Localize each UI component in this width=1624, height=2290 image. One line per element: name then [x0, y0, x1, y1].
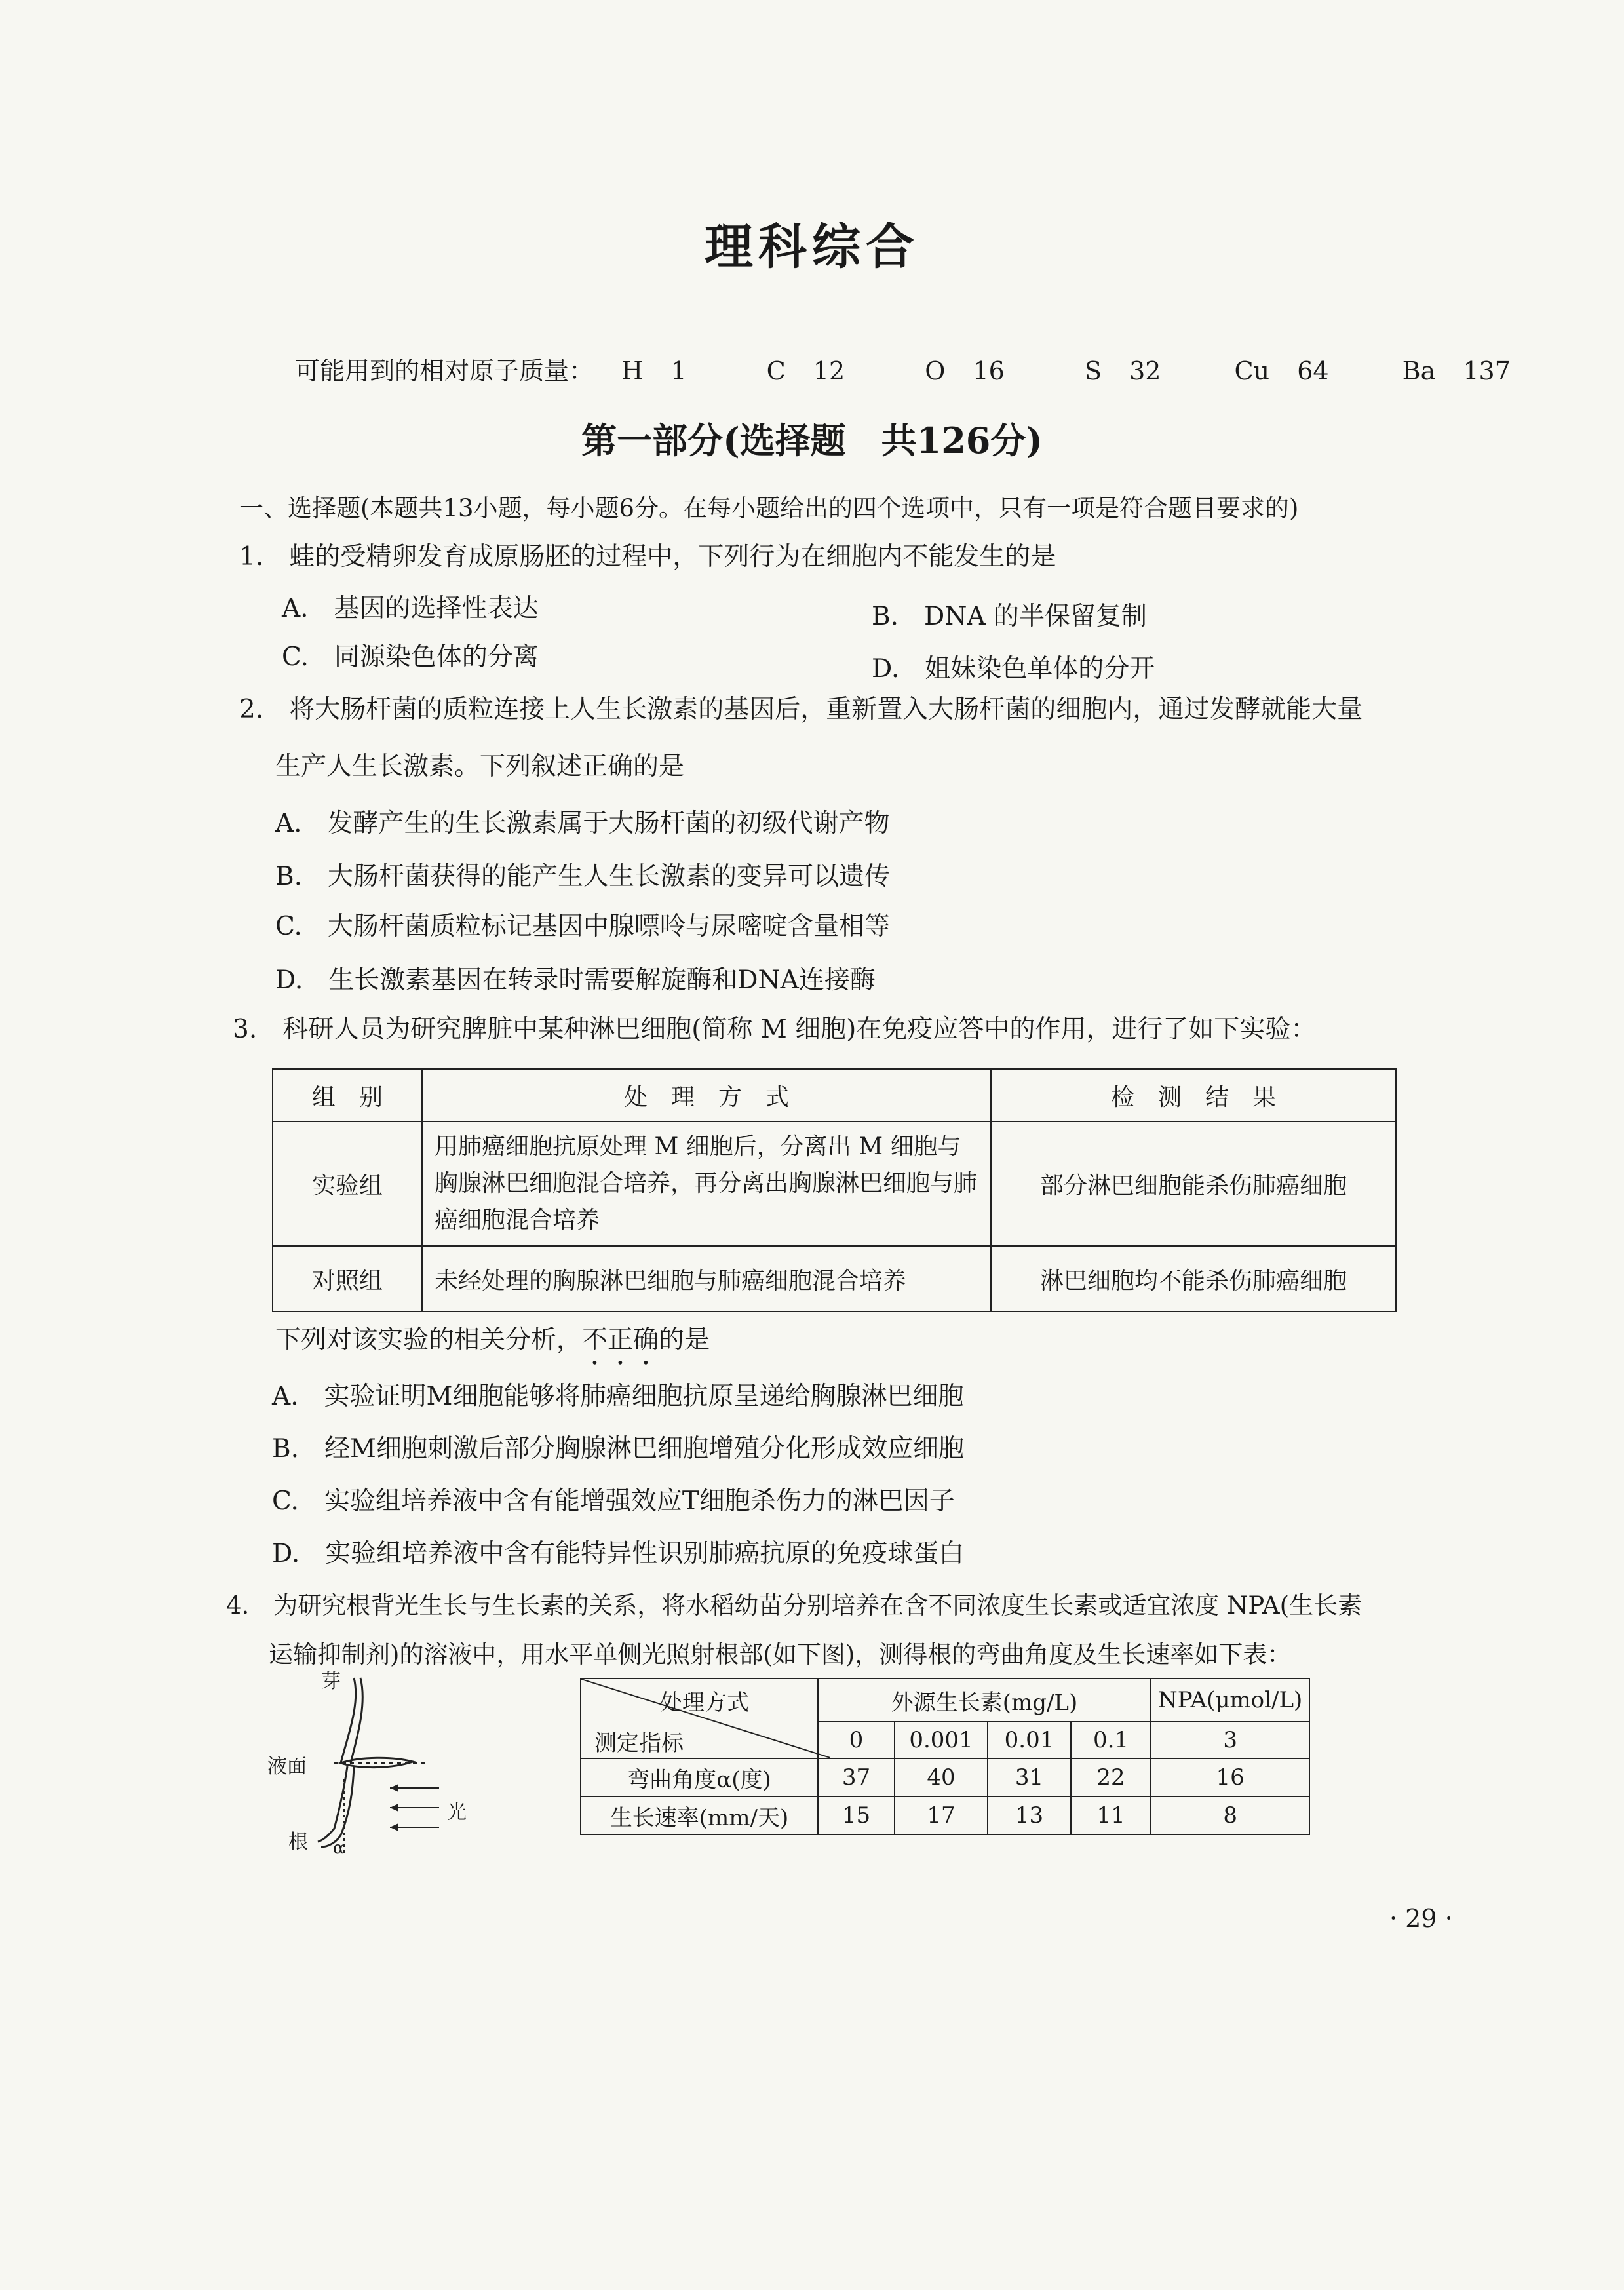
q3-ask-suffix: 的是 — [659, 1325, 710, 1355]
q4-row-angle — [581, 1758, 1309, 1796]
q4-header-index: 测定指标 — [594, 1730, 684, 1756]
q4-npa-conc: 3 — [1151, 1722, 1309, 1758]
q3-table-ctl-row — [273, 1246, 1396, 1311]
q3-option-d: D. 实验组培养液中含有能特异性识别肺癌抗原的免疫球蛋白 — [272, 1539, 965, 1568]
q4-header-auxin: 外源生长素(mg/L) — [818, 1679, 1151, 1722]
q3-ask-prefix: 下列对该实验的相关分析， — [275, 1325, 583, 1355]
q3-ask-emphasis: 不正确 — [582, 1325, 659, 1355]
q1-stem: 1. 蛙的受精卵发育成原肠胚的过程中，下列行为在细胞内不能发生的是 — [239, 542, 1056, 572]
q3-table-exp-row — [273, 1121, 1396, 1246]
q4-stem-line2: 运输抑制剂)的溶液中，用水平单侧光照射根部(如下图)，测得根的弯曲角度及生长速率如下表： — [269, 1640, 1292, 1669]
mass-h-el: H — [621, 357, 644, 385]
section-intro: 一、选择题(本题共13小题，每小题6分。在每小题给出的四个选项中，只有一项是符合题目要求的) — [239, 494, 1299, 522]
q4-rate-npa: 8 — [1151, 1796, 1309, 1834]
q4-seedling-figure — [262, 1665, 498, 1861]
q1-option-b: B. DNA 的半保留复制 — [872, 602, 1148, 631]
q3-header-result: 检 测 结 果 — [991, 1069, 1396, 1121]
masses-label: 可能用到的相对原子质量： — [295, 357, 594, 385]
q1-option-d: D. 姐妹染色单体的分开 — [872, 654, 1155, 684]
q4-header-method: 处理方式 — [660, 1690, 749, 1716]
q4-rate-1: 17 — [895, 1796, 988, 1834]
q3-ctl-group: 对照组 — [273, 1246, 422, 1311]
mass-s-el: S — [1084, 357, 1102, 385]
fig-label-liquid: 液面 — [267, 1755, 307, 1778]
q4-conc-2: 0.01 — [988, 1722, 1071, 1758]
mass-c-el: C — [766, 357, 786, 385]
q3-stem: 3. 科研人员为研究脾脏中某种淋巴细胞(简称 M 细胞)在免疫应答中的作用，进行了如下实验： — [233, 1015, 1317, 1044]
mass-ba-el: Ba — [1402, 357, 1436, 385]
q4-table-wrap — [580, 1678, 1310, 1835]
q3-table-wrap — [272, 1068, 1397, 1312]
q4-rate-0: 15 — [818, 1796, 895, 1834]
q3-option-a: A. 实验证明M细胞能够将肺癌细胞抗原呈递给胸腺淋巴细胞 — [272, 1382, 964, 1411]
mass-o-val: 16 — [973, 357, 1005, 385]
q4-angle-0: 37 — [818, 1758, 895, 1796]
page-title: 理科综合 — [705, 219, 919, 275]
mass-cu-el: Cu — [1234, 357, 1270, 385]
q4-rate-2: 13 — [988, 1796, 1071, 1834]
part-heading: 第一部分(选择题 共126分) — [581, 419, 1043, 461]
q2-option-d: D. 生长激素基因在转录时需要解旋酶和DNA连接酶 — [275, 965, 876, 995]
q3-exp-result: 部分淋巴细胞能杀伤肺癌细胞 — [991, 1121, 1396, 1246]
q3-ctl-method: 未经处理的胸腺淋巴细胞与肺癌细胞混合培养 — [422, 1246, 991, 1311]
mass-ba-val: 137 — [1463, 357, 1511, 385]
q1-option-c: C. 同源染色体的分离 — [282, 642, 539, 672]
q3-experiment-table — [272, 1068, 1397, 1312]
q4-data-table — [580, 1678, 1310, 1835]
mass-h-val: 1 — [670, 357, 687, 385]
q4-diagonal-header — [581, 1679, 818, 1758]
q4-conc-1: 0.001 — [895, 1722, 988, 1758]
q3-ctl-result: 淋巴细胞均不能杀伤肺癌细胞 — [991, 1246, 1396, 1311]
q4-row-rate — [581, 1796, 1309, 1834]
page-number: · 29 · — [1389, 1904, 1453, 1933]
fig-label-root: 根 — [288, 1831, 308, 1853]
q4-row-rate-label: 生长速率(mm/天) — [581, 1796, 818, 1834]
q4-stem-line1: 4. 为研究根背光生长与生长素的关系，将水稻幼苗分别培养在含不同浓度生长素或适宜浓度 NPA(生长素 — [226, 1591, 1363, 1620]
q3-header-method: 处 理 方 式 — [422, 1069, 991, 1121]
q4-header-row-1 — [581, 1679, 1309, 1722]
q2-stem-line2: 生产人生长激素。下列叙述正确的是 — [275, 752, 685, 781]
q2-option-a: A. 发酵产生的生长激素属于大肠杆菌的初级代谢产物 — [275, 809, 890, 838]
mass-c-val: 12 — [813, 357, 845, 385]
q4-row-angle-label: 弯曲角度α(度) — [581, 1758, 818, 1796]
q4-conc-0: 0 — [818, 1722, 895, 1758]
atomic-masses — [295, 351, 1511, 387]
fig-label-light: 光 — [447, 1801, 467, 1824]
mass-o-el: O — [925, 357, 946, 385]
q2-option-c: C. 大肠杆菌质粒标记基因中腺嘌呤与尿嘧啶含量相等 — [275, 912, 890, 941]
q3-ask — [275, 1314, 710, 1370]
mass-s-val: 32 — [1129, 357, 1161, 385]
fig-label-bud: 芽 — [321, 1670, 341, 1693]
q2-option-b: B. 大肠杆菌获得的能产生人生长激素的变异可以遗传 — [275, 862, 891, 891]
mass-cu-val: 64 — [1297, 357, 1329, 385]
q3-table-header-row — [273, 1069, 1396, 1121]
q3-option-c: C. 实验组培养液中含有能增强效应T细胞杀伤力的淋巴因子 — [272, 1486, 955, 1516]
q4-conc-3: 0.1 — [1071, 1722, 1151, 1758]
q4-rate-3: 11 — [1071, 1796, 1151, 1834]
q4-angle-npa: 16 — [1151, 1758, 1309, 1796]
q3-exp-group: 实验组 — [273, 1121, 422, 1246]
q4-angle-3: 22 — [1071, 1758, 1151, 1796]
q3-option-b: B. 经M细胞刺激后部分胸腺淋巴细胞增殖分化形成效应细胞 — [272, 1434, 964, 1464]
q4-angle-1: 40 — [895, 1758, 988, 1796]
q4-header-npa: NPA(μmol/L) — [1151, 1679, 1309, 1722]
fig-label-alpha: α — [333, 1838, 345, 1858]
q2-stem-line1: 2. 将大肠杆菌的质粒连接上人生长激素的基因后，重新置入大肠杆菌的细胞内，通过发酵就能大量 — [239, 695, 1363, 724]
q3-header-group: 组 别 — [273, 1069, 422, 1121]
q4-angle-2: 31 — [988, 1758, 1071, 1796]
q1-option-a: A. 基因的选择性表达 — [282, 594, 539, 623]
q3-exp-method: 用肺癌细胞抗原处理 M 细胞后，分离出 M 细胞与胸腺淋巴细胞混合培养，再分离出胸腺淋巴细胞与肺癌细胞混合培养 — [422, 1121, 991, 1246]
